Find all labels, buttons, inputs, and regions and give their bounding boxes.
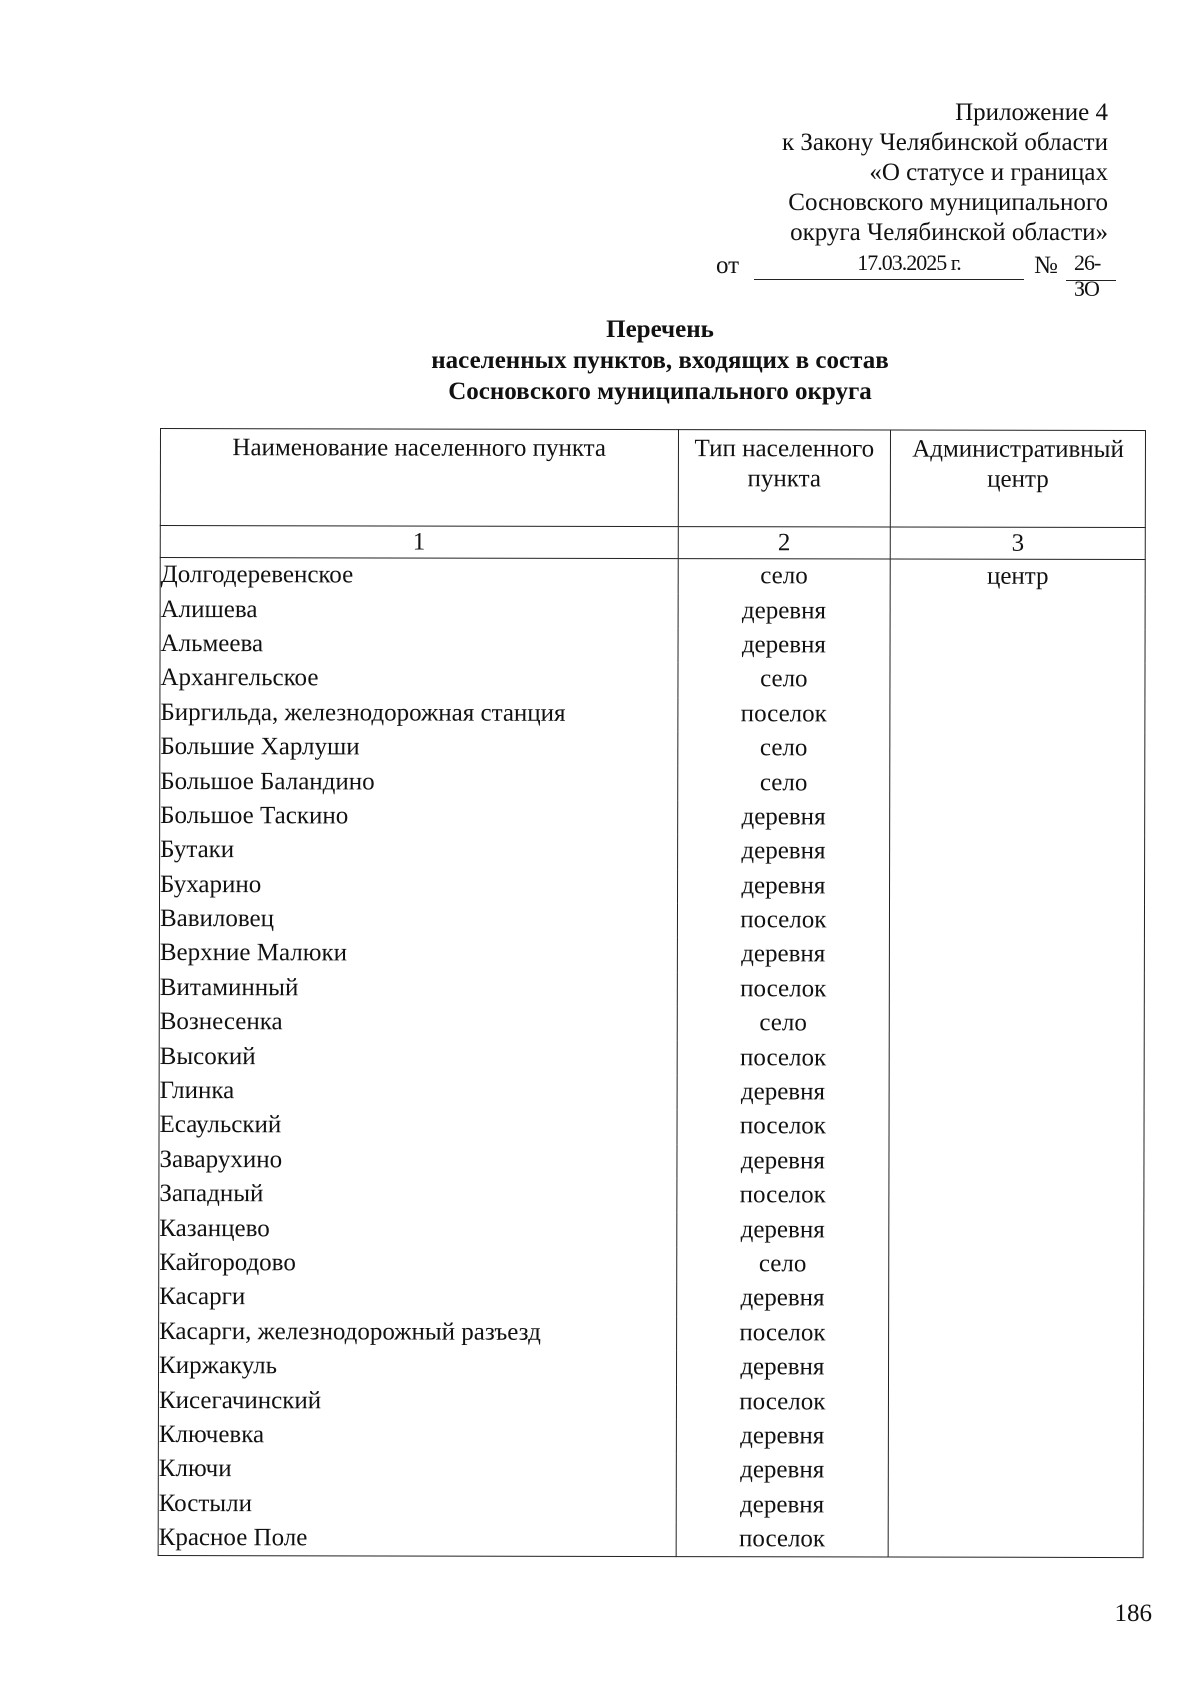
appendix-line: Сосновского муниципального bbox=[788, 189, 1108, 216]
cell-admin bbox=[889, 1213, 1144, 1248]
cell-admin bbox=[889, 1316, 1144, 1351]
cell-name: Вознесенка bbox=[159, 1005, 677, 1040]
cell-name: Большое Баландино bbox=[160, 764, 678, 799]
cell-name: Архангельское bbox=[160, 661, 678, 696]
cell-name: Кисегачинский bbox=[158, 1383, 676, 1418]
law-number: 26-ЗО bbox=[1066, 250, 1116, 281]
title-line: Сосновского муниципального округа bbox=[448, 378, 872, 405]
table-row bbox=[158, 1383, 1143, 1419]
cell-type: поселок bbox=[677, 697, 890, 732]
table-row bbox=[160, 868, 1145, 904]
cell-admin bbox=[890, 903, 1145, 938]
cell-name: Бутаки bbox=[160, 833, 678, 868]
number-label: № bbox=[1034, 252, 1058, 279]
table-row bbox=[159, 1315, 1144, 1351]
cell-admin bbox=[890, 594, 1145, 629]
cell-name: Есаульский bbox=[159, 1108, 677, 1143]
appendix-header bbox=[588, 98, 1108, 248]
column-number: 1 bbox=[160, 526, 678, 559]
table-row bbox=[160, 661, 1145, 697]
table-row bbox=[159, 1108, 1144, 1144]
cell-type: поселок bbox=[677, 1041, 890, 1076]
cell-name: Казанцево bbox=[159, 1211, 677, 1246]
table-row bbox=[160, 558, 1145, 595]
header-admin: Административный центр bbox=[890, 430, 1145, 528]
cell-type: деревня bbox=[678, 628, 891, 663]
table-row bbox=[159, 1246, 1144, 1282]
cell-type: поселок bbox=[676, 1384, 889, 1419]
cell-admin bbox=[889, 1110, 1144, 1145]
from-label: от bbox=[716, 252, 740, 279]
document-title bbox=[0, 314, 1200, 407]
cell-type: поселок bbox=[676, 1316, 889, 1351]
table-row bbox=[158, 1349, 1143, 1385]
settlements-table bbox=[158, 428, 1146, 1558]
table-row bbox=[159, 1143, 1144, 1179]
table-body bbox=[158, 558, 1145, 1558]
cell-admin bbox=[888, 1488, 1143, 1523]
cell-name: Костыли bbox=[158, 1487, 676, 1522]
table-row bbox=[160, 696, 1145, 732]
cell-admin bbox=[889, 1247, 1144, 1282]
cell-name: Бухарино bbox=[160, 868, 678, 903]
cell-admin bbox=[889, 1007, 1144, 1042]
cell-name: Долгодеревенское bbox=[160, 558, 678, 594]
cell-name: Витаминный bbox=[159, 971, 677, 1006]
law-date: 17.03.2025 г. bbox=[754, 250, 1024, 280]
cell-admin bbox=[889, 1041, 1144, 1076]
table-row bbox=[160, 764, 1145, 800]
table-row bbox=[158, 1418, 1143, 1454]
cell-name: Вавиловец bbox=[159, 902, 677, 937]
cell-type: село bbox=[677, 662, 890, 697]
title-line: Перечень bbox=[606, 316, 714, 343]
cell-type: деревня bbox=[676, 1419, 889, 1454]
cell-admin bbox=[890, 697, 1145, 732]
cell-type: деревня bbox=[676, 1453, 889, 1488]
table-row bbox=[159, 1074, 1144, 1110]
cell-name: Алишева bbox=[160, 592, 678, 627]
cell-type: деревня bbox=[676, 1144, 889, 1179]
law-signature-line bbox=[716, 250, 1108, 301]
header-type: Тип населенного пункта bbox=[678, 430, 891, 527]
table-row bbox=[160, 592, 1145, 628]
cell-admin bbox=[889, 1282, 1144, 1317]
cell-type: деревня bbox=[677, 1075, 890, 1110]
cell-type: поселок bbox=[677, 972, 890, 1007]
cell-type: деревня bbox=[676, 1281, 889, 1316]
cell-name: Большое Таскино bbox=[160, 799, 678, 834]
table-row bbox=[159, 1177, 1144, 1213]
cell-type: поселок bbox=[676, 1178, 889, 1213]
cell-type: деревня bbox=[676, 1488, 889, 1523]
column-number-row bbox=[160, 526, 1145, 560]
table-row bbox=[159, 1039, 1144, 1075]
cell-admin bbox=[890, 938, 1145, 973]
header-name: Наименование населенного пункта bbox=[160, 429, 678, 527]
cell-admin bbox=[888, 1522, 1143, 1557]
table-row bbox=[159, 1280, 1144, 1316]
cell-admin bbox=[890, 800, 1145, 835]
column-number: 3 bbox=[890, 527, 1145, 560]
table-row bbox=[160, 799, 1145, 835]
cell-admin: центр bbox=[890, 559, 1145, 594]
cell-name: Красное Поле bbox=[158, 1521, 676, 1557]
table-row bbox=[159, 971, 1144, 1007]
cell-type: деревня bbox=[677, 937, 890, 972]
cell-type: поселок bbox=[676, 1522, 889, 1557]
table-row bbox=[158, 1452, 1143, 1488]
appendix-line: Приложение 4 bbox=[955, 99, 1108, 126]
appendix-line: «О статусе и границах bbox=[869, 159, 1108, 186]
cell-type: село bbox=[677, 731, 890, 766]
appendix-line: к Закону Челябинской области bbox=[782, 129, 1108, 156]
cell-type: поселок bbox=[677, 903, 890, 938]
cell-type: село bbox=[677, 1006, 890, 1041]
cell-type: деревня bbox=[677, 834, 890, 869]
cell-admin bbox=[888, 1454, 1143, 1489]
cell-name: Большие Харлуши bbox=[160, 730, 678, 765]
table-row bbox=[159, 902, 1144, 938]
appendix-line: округа Челябинской области» bbox=[790, 219, 1108, 246]
cell-type: село bbox=[678, 559, 891, 594]
table-row bbox=[160, 627, 1145, 663]
cell-admin bbox=[889, 1351, 1144, 1386]
column-number: 2 bbox=[678, 527, 891, 559]
table-row bbox=[158, 1487, 1143, 1523]
cell-type: село bbox=[676, 1247, 889, 1282]
table-row bbox=[159, 1005, 1144, 1041]
cell-admin bbox=[889, 1144, 1144, 1179]
table-row bbox=[159, 1211, 1144, 1247]
cell-name: Заварухино bbox=[159, 1143, 677, 1178]
cell-type: поселок bbox=[677, 1109, 890, 1144]
cell-name: Верхние Малюки bbox=[159, 936, 677, 971]
cell-admin bbox=[890, 663, 1145, 698]
cell-type: деревня bbox=[677, 800, 890, 835]
cell-admin bbox=[889, 972, 1144, 1007]
cell-name: Касарги, железнодорожный разъезд bbox=[159, 1315, 677, 1350]
cell-admin bbox=[890, 766, 1145, 801]
cell-name: Биргильда, железнодорожная станция bbox=[160, 696, 678, 731]
cell-name: Глинка bbox=[159, 1074, 677, 1109]
cell-admin bbox=[889, 1179, 1144, 1214]
header-row bbox=[160, 429, 1145, 528]
cell-type: деревня bbox=[676, 1350, 889, 1385]
cell-admin bbox=[889, 1385, 1144, 1420]
cell-admin bbox=[890, 628, 1145, 663]
cell-name: Кайгородово bbox=[159, 1246, 677, 1281]
table-row bbox=[159, 936, 1144, 972]
cell-admin bbox=[890, 731, 1145, 766]
page-number: 186 bbox=[1114, 1600, 1152, 1627]
cell-name: Касарги bbox=[159, 1280, 677, 1315]
table-row bbox=[158, 1521, 1143, 1558]
cell-name: Ключевка bbox=[158, 1418, 676, 1453]
cell-admin bbox=[890, 835, 1145, 870]
cell-type: деревня bbox=[678, 593, 891, 628]
title-line: населенных пунктов, входящих в состав bbox=[431, 347, 889, 374]
cell-admin bbox=[889, 1075, 1144, 1110]
cell-type: деревня bbox=[677, 869, 890, 904]
cell-name: Альмеева bbox=[160, 627, 678, 662]
cell-type: деревня bbox=[676, 1213, 889, 1248]
cell-type: село bbox=[677, 765, 890, 800]
table-row bbox=[160, 730, 1145, 766]
cell-name: Западный bbox=[159, 1177, 677, 1212]
cell-name: Высокий bbox=[159, 1039, 677, 1074]
cell-admin bbox=[889, 1419, 1144, 1454]
cell-name: Ключи bbox=[158, 1452, 676, 1487]
table-row bbox=[160, 833, 1145, 869]
cell-admin bbox=[890, 869, 1145, 904]
cell-name: Киржакуль bbox=[158, 1349, 676, 1384]
